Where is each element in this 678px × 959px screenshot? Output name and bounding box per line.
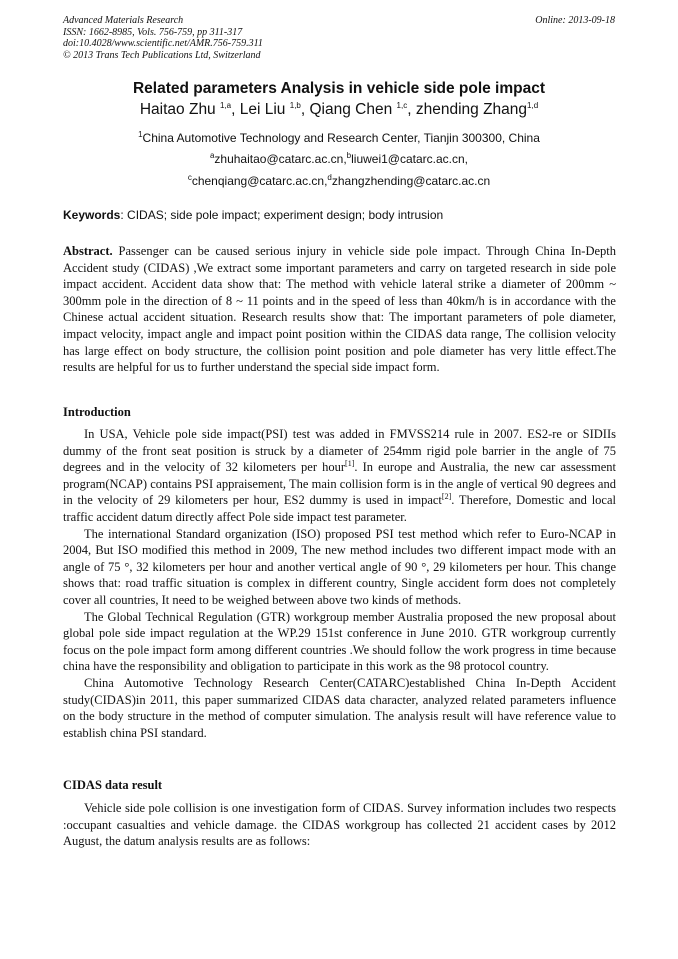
email-link[interactable]: zhangzhending@catarc.ac.cn	[331, 174, 491, 188]
abstract-text: Passenger can be caused serious injury in vehicle side pole impact. Through China In-Depth Accident study (CIDAS) ,We extract some important parameters and carry on targeted research in side pole impact accident. Accident data show that: The method with vehicle lateral strike a diameter of 200mm ~ 300mm pole in the direction of 8 ~ 11 points and in the speed of less than 40km/h is in accordance with the Chinese actual accident situation. Research results show that: The important parameters of pole diameter, impact velocity, impact angle and impact point position within the CIDAS data range, The collision velocity has large effect on body structure, the collision point position and pole diameter has very little effect.The results are helpful for us to further understand the special side impact form.	[63, 244, 616, 375]
paragraph: The Global Technical Regulation (GTR) workgroup member Australia proposed the new proposal about global pole side impact regulation at the WP.29 151st conference in June 2010. GTR workgroup currently focus on the pole impact form among different countries .We should follow the work progress in time because china have the responsibility and obligation to participate in this work as the 98 protocol country.	[63, 609, 616, 674]
cidas-body	[63, 800, 616, 850]
email-link[interactable]: zhuhaitao@catarc.ac.cn,	[214, 152, 347, 166]
paragraph: In USA, Vehicle pole side impact(PSI) test was added in FMVSS214 rule in 2007. ES2-re or SIDIIs dummy of the front seat position is struck by a diameter of 254mm rigid pole barrier in the angle of 75 degrees and in the velocity of 32 kilometers per hour[1]. In europe and Australia, the new car assessment program(NCAP) contains PSI appraisement, The main collision form is in the angle of vertical 90 degrees and in the velocity of 29 kilometers per hour, ES2 dummy is used in impact[2]. Therefore, Domestic and local traffic accident datum directly affect Pole side impact test parameter.	[63, 427, 616, 524]
paragraph: China Automotive Technology Research Center(CATARC)established China In-Depth Accident study(CIDAS)in 2011, this paper summarized CIDAS data character, analyzed related parameters influence on the body structure in the method of computer simulation. The analysis result will have reference value to establish china PSI standard.	[63, 675, 616, 740]
email-link[interactable]: liuwei1@catarc.ac.cn,	[351, 152, 469, 166]
author-list: Haitao Zhu $^{1,a}$, Lei Liu $^{1,b}$, Qiang Chen $^{1,c}$, zhending Zhang$^{1,d}$	[139, 100, 539, 118]
author-affil-mark: 1,b	[289, 100, 301, 110]
affiliation-text: China Automotive Technology and Research Center, Tianjin 300300, China	[142, 131, 540, 145]
doi-line: doi:10.4028/www.scientific.net/AMR.756-759.311	[63, 38, 263, 50]
citation-ref[interactable]: [2]	[441, 492, 452, 502]
keywords-text: : CIDAS; side pole impact; experiment design; body intrusion	[120, 208, 444, 222]
email-link[interactable]: chenqiang@catarc.ac.cn,	[191, 174, 328, 188]
issn-line: ISSN: 1662-8985, Vols. 756-759, pp 311-317	[63, 26, 243, 38]
paper-title: Related parameters Analysis in vehicle side pole impact	[132, 80, 546, 97]
abstract	[63, 243, 616, 376]
author-name: Qiang Chen	[309, 101, 393, 118]
journal-header	[63, 15, 623, 61]
copyright-line: © 2013 Trans Tech Publications Ltd, Switzerland	[63, 49, 261, 61]
author-affil-mark: 1,d	[527, 100, 539, 110]
paragraph: The international Standard organization (ISO) proposed PSI test method which refer to Euro-NCAP in 2004, But ISO modified this method in 2009, The new method includes two different impact mode with an angle of 75 °, 32 kilometers per hour and another vertical angle of 90 °, 29 kilometers per hour. This change shows that: road traffic situation is complex in different country, Single accident form does not completely cover all countries, It need to be weighed between above two kinds of methods.	[63, 526, 616, 607]
email-line-2: $^c$chenqiang@catarc.ac.cn,$^d$zhangzhending@catarc.ac.cn	[187, 173, 491, 188]
online-date: Online: 2013-09-18	[535, 15, 615, 26]
introduction-body	[63, 426, 616, 741]
keywords	[63, 208, 623, 222]
author-affil-mark: 1,a	[220, 100, 232, 110]
abstract-label: Abstract.	[63, 244, 113, 258]
author-name: zhending Zhang	[415, 101, 528, 118]
section-heading-cidas: CIDAS data result	[63, 778, 163, 792]
paragraph: Vehicle side pole collision is one investigation form of CIDAS. Survey information includes two respects :occupant casualties and vehicle damage. the CIDAS workgroup has collected 21 accident cases by 2012 August, the datum analysis results are as follows:	[63, 801, 616, 849]
email-line-1: $^a$zhuhaitao@catarc.ac.cn,$^b$liuwei1@catarc.ac.cn,	[209, 151, 469, 166]
journal-name: Advanced Materials Research	[63, 15, 184, 26]
author-name: Lei Liu	[239, 101, 286, 118]
affiliation-mark: 1	[138, 130, 143, 139]
section-heading-introduction: Introduction	[63, 405, 131, 419]
citation-ref[interactable]: [1]	[345, 459, 355, 469]
author-name: Haitao Zhu	[139, 101, 216, 118]
keywords-label: Keywords	[63, 208, 121, 222]
affiliation	[40, 131, 638, 145]
author-affil-mark: 1,c	[396, 100, 408, 110]
